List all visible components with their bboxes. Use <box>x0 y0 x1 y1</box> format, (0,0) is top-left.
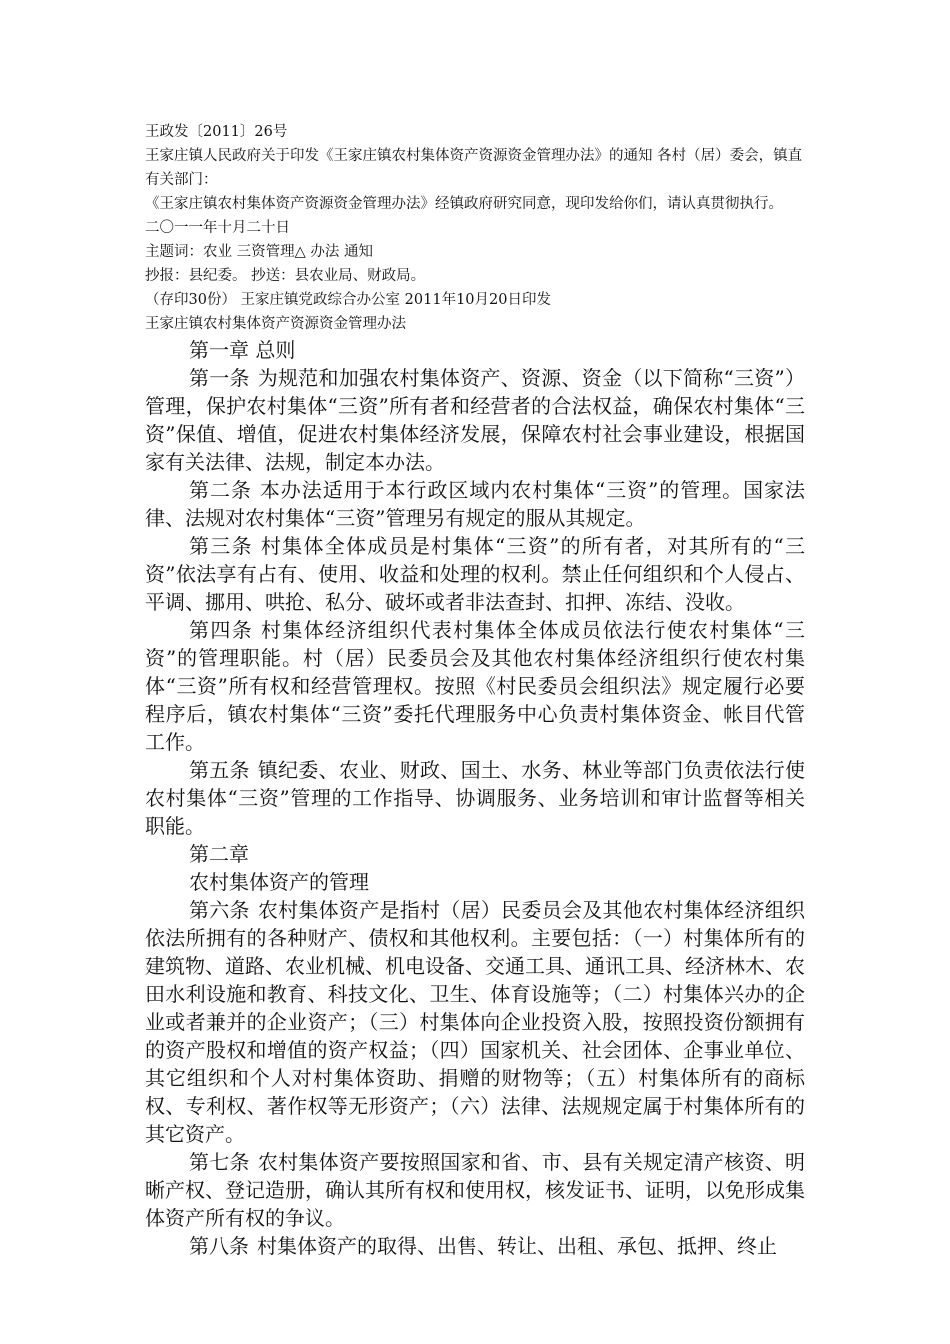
notice-title: 王家庄镇人民政府关于印发《王家庄镇农村集体资产资源资金管理办法》的通知 各村（居）委会，镇直有关部门： <box>145 148 803 188</box>
article-number: 第七条 <box>189 1150 250 1174</box>
article-6 <box>145 896 805 1148</box>
print-info-line: （存印30份） 王家庄镇党政综合办公室 2011年10月20日印发 <box>145 292 551 308</box>
article-text: 镇纪委、农业、财政、国土、水务、林业等部门负责依法行使农村集体“三资”管理的工作指导、协调服务、业务培训和审计监督等相关职能。 <box>145 758 806 838</box>
article-number: 第二条 <box>189 478 252 502</box>
article-1 <box>145 364 805 476</box>
keywords-line: 主题词：农业 三资管理△ 办法 通知 <box>145 244 373 260</box>
article-7 <box>145 1148 805 1232</box>
chapter-2-subheading: 农村集体资产的管理 <box>189 870 369 894</box>
article-number: 第一条 <box>189 366 250 390</box>
article-text: 村集体资产的取得、出售、转让、出租、承包、抵押、终止 <box>257 1234 777 1258</box>
article-number: 第三条 <box>189 534 253 558</box>
article-number: 第六条 <box>189 898 250 922</box>
regulation-title: 王家庄镇农村集体资产资源资金管理办法 <box>145 316 406 332</box>
article-number: 第八条 <box>189 1234 249 1258</box>
article-text: 村集体经济组织代表村集体全体成员依法行使农村集体“三资”的管理职能。村（居）民委员会及其他农村集体经济组织行使农村集体“三资”所有权和经营管理权。按照《村民委员会组织法》规定履行必要程序后，镇农村集体“三资”委托代理服务中心负责村集体资金、帐目代管工作。 <box>145 618 805 754</box>
chapter-2-heading: 第二章 <box>189 842 249 866</box>
article-8 <box>145 1232 805 1260</box>
notice-body: 《王家庄镇农村集体资产资源资金管理办法》经镇政府研究同意，现印发给你们，请认真贯彻执行。 <box>145 196 783 212</box>
article-2 <box>145 476 805 532</box>
article-text: 农村集体资产是指村（居）民委员会及其他农村集体经济组织依法所拥有的各种财产、债权和其他权利。主要包括：（一）村集体所有的建筑物、道路、农业机械、机电设备、交通工具、通讯工具、经济林木、农田水利设施和教育、科技文化、卫生、体育设施等；（二）村集体兴办的企业或者兼并的企业资产；（三）村集体向企业投资入股，按照投资份额拥有的资产股权和增值的资产权益；（四）国家机关、社会团体、企事业单位、其它组织和个人对村集体资助、捐赠的财物等；（五）村集体所有的商标权、专利权、著作权等无形资产；（六）法律、法规规定属于村集体所有的其它资产。 <box>145 898 806 1146</box>
article-5 <box>145 756 805 840</box>
article-text: 村集体全体成员是村集体“三资”的所有者，对其所有的“三资”依法享有占有、使用、收益和处理的权利。禁止任何组织和个人侵占、平调、挪用、哄抢、私分、破坏或者非法查封、扣押、冻结、没收。 <box>145 534 806 614</box>
issue-date: 二〇一一年十月二十日 <box>145 220 290 236</box>
article-text: 农村集体资产要按照国家和省、市、县有关规定清产核资、明晰产权、登记造册，确认其所有权和使用权，核发证书、证明，以免形成集体资产所有权的争议。 <box>145 1150 806 1230</box>
article-text: 本办法适用于本行政区域内农村集体“三资”的管理。国家法律、法规对农村集体“三资”管理另有规定的服从其规定。 <box>145 478 806 530</box>
document-page <box>145 120 805 1260</box>
doc-number: 王政发〔2011〕26号 <box>145 124 288 140</box>
chapter-1-heading: 第一章 总则 <box>189 338 296 362</box>
article-3 <box>145 532 805 616</box>
article-number: 第四条 <box>189 618 254 642</box>
article-text: 为规范和加强农村集体资产、资源、资金（以下简称“三资”）管理，保护农村集体“三资”所有者和经营者的合法权益，确保农村集体“三资”保值、增值，促进农村集体经济发展，保障农村社会事业建设，根据国家有关法律、法规，制定本办法。 <box>145 366 806 474</box>
cc-line: 抄报：县纪委。 抄送：县农业局、财政局。 <box>145 268 426 284</box>
article-number: 第五条 <box>189 758 250 782</box>
article-4 <box>145 616 805 756</box>
